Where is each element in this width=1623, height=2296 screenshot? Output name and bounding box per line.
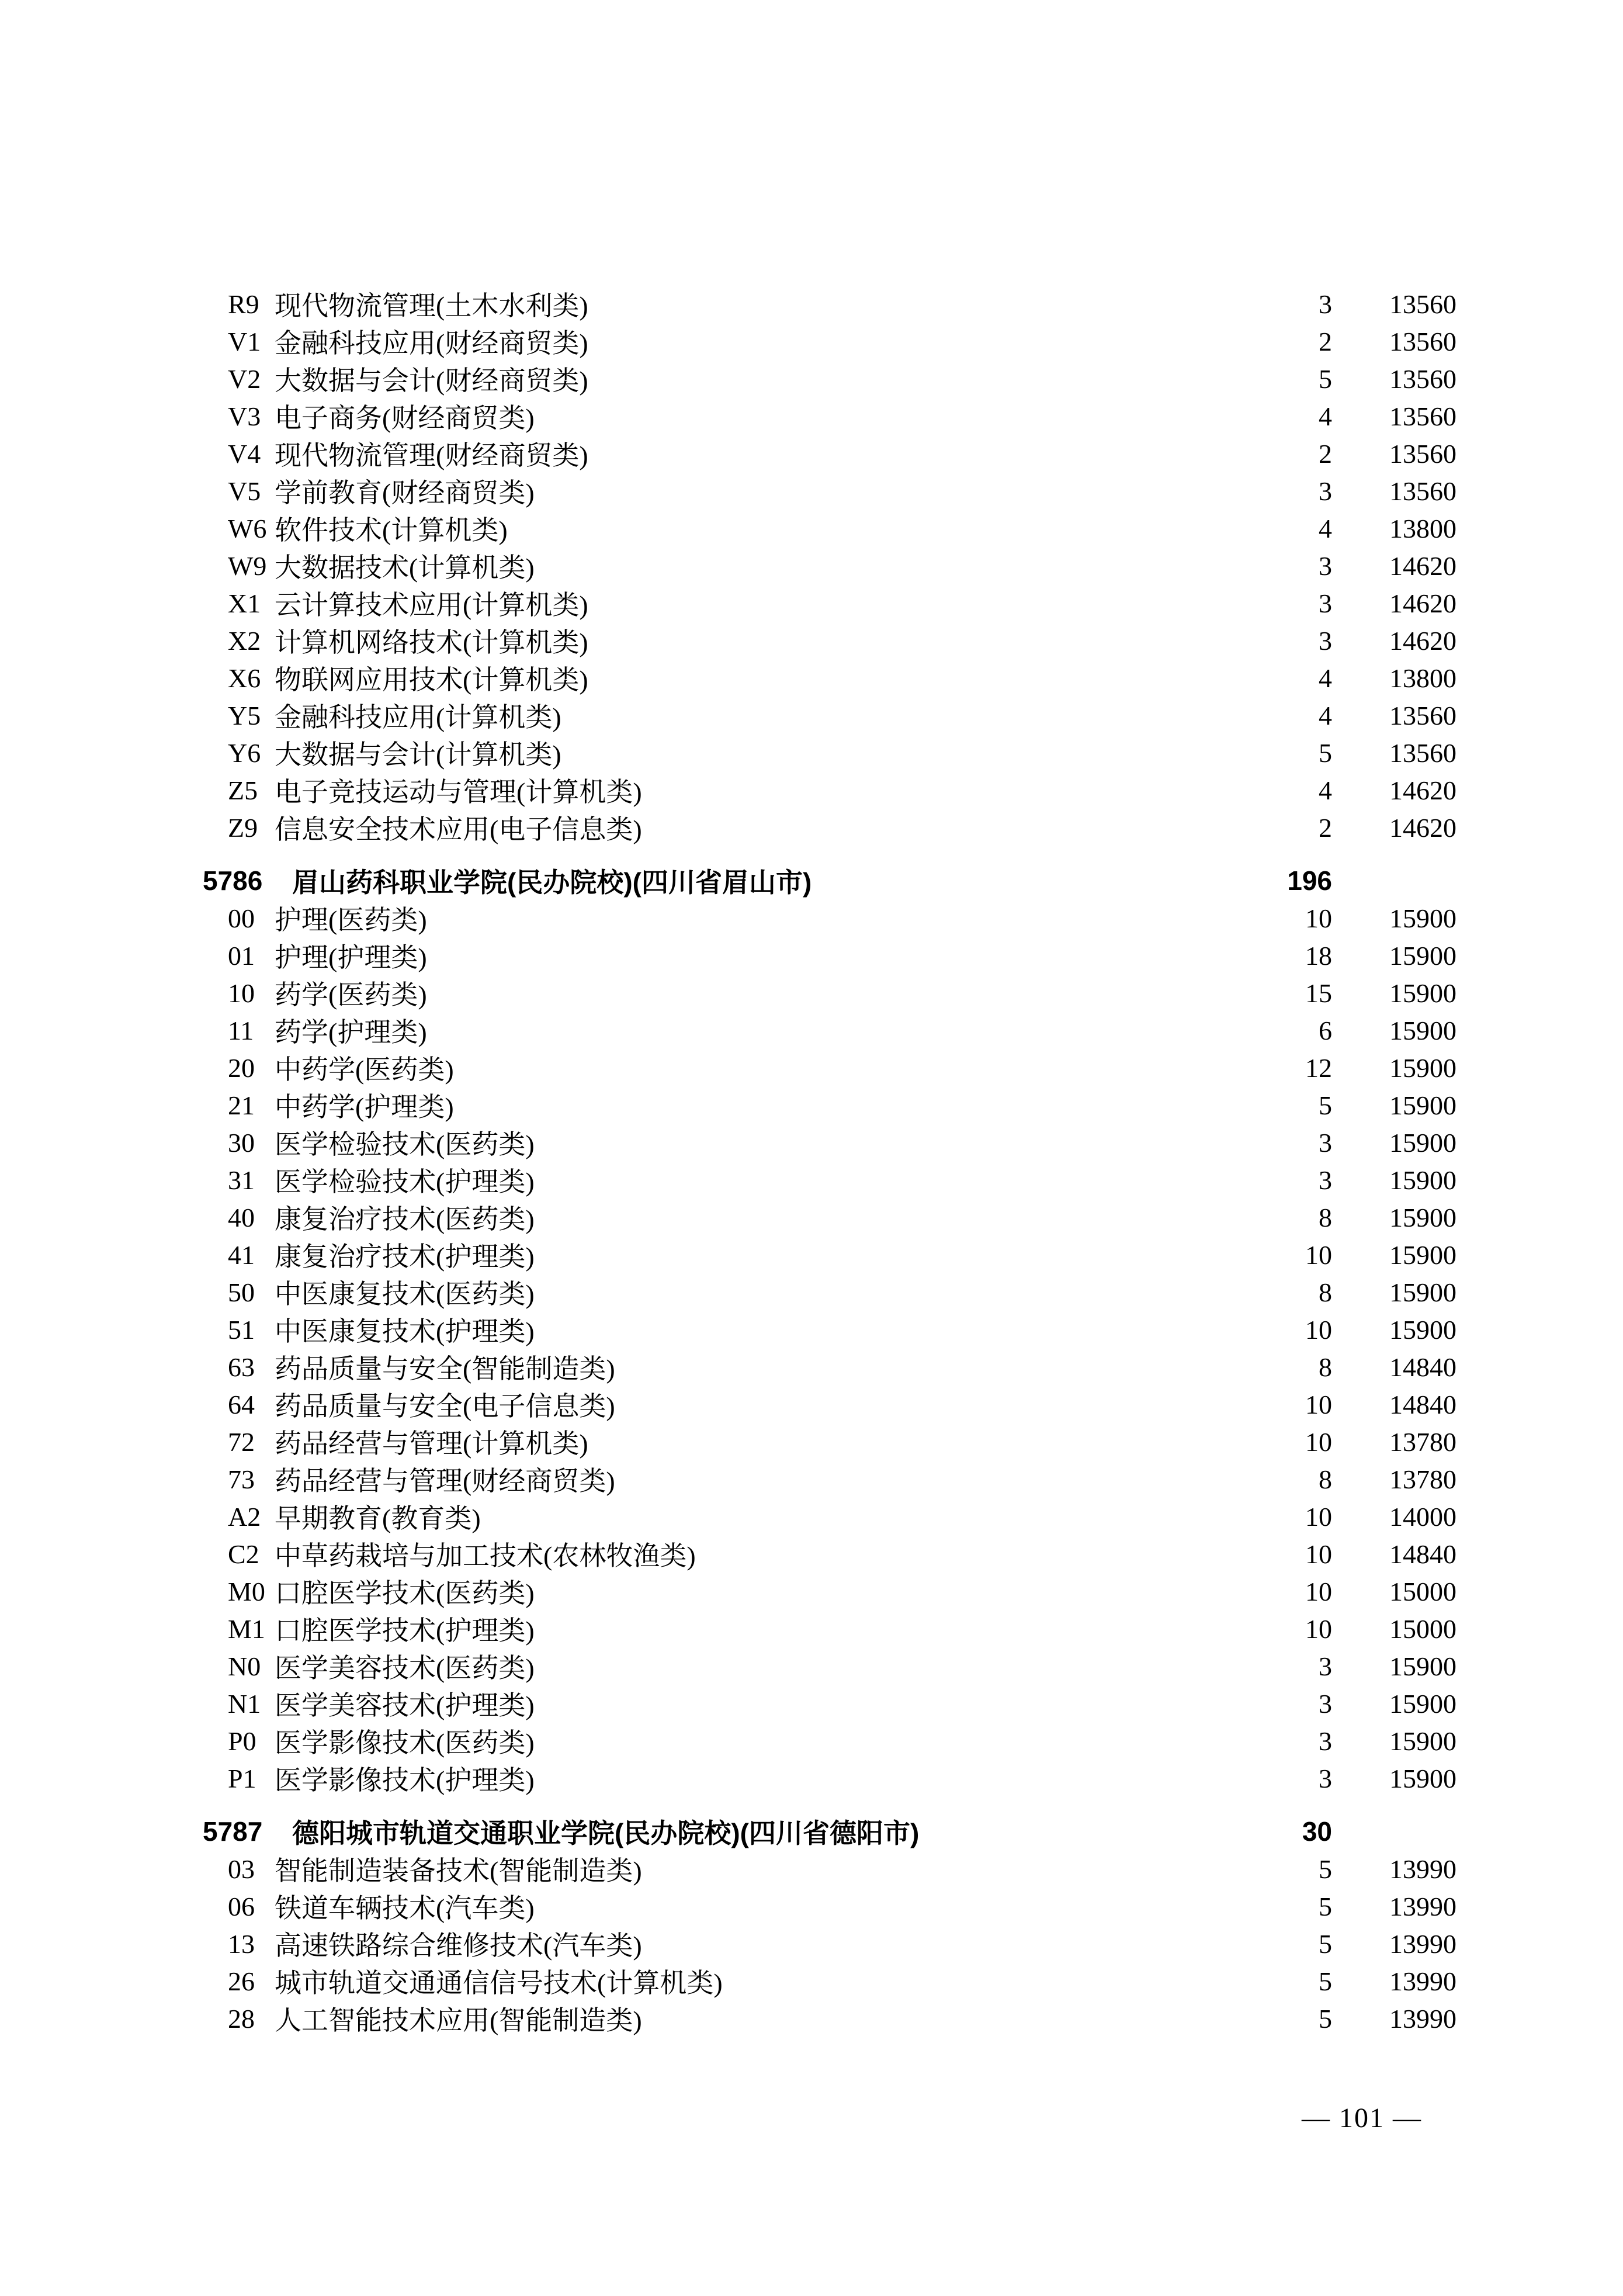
major-code: 11 bbox=[228, 1015, 254, 1045]
tuition-fee: 15900 bbox=[1389, 1052, 1456, 1083]
major-row bbox=[0, 1460, 1623, 1498]
tuition-fee: 15900 bbox=[1389, 1314, 1456, 1345]
major-code: V2 bbox=[228, 363, 261, 394]
major-row bbox=[0, 1161, 1623, 1199]
major-name: 智能制造装备技术(智能制造类) bbox=[275, 1856, 642, 1886]
plan-count: 3 bbox=[1319, 1726, 1332, 1756]
tuition-fee: 15000 bbox=[1389, 1576, 1456, 1606]
tuition-fee: 14840 bbox=[1389, 1352, 1456, 1382]
major-code: Y5 bbox=[228, 700, 261, 730]
major-row bbox=[0, 899, 1623, 937]
tuition-fee: 13990 bbox=[1389, 1966, 1456, 1996]
major-row bbox=[0, 547, 1623, 584]
major-row bbox=[0, 1273, 1623, 1311]
plan-count: 5 bbox=[1319, 1090, 1332, 1120]
plan-count: 2 bbox=[1319, 812, 1332, 843]
major-name: 金融科技应用(财经商贸类) bbox=[275, 328, 588, 358]
major-name: 口腔医学技术(护理类) bbox=[275, 1616, 535, 1646]
tuition-fee: 13990 bbox=[1389, 2003, 1456, 2034]
major-row bbox=[0, 1348, 1623, 1386]
major-code: V3 bbox=[228, 401, 261, 431]
plan-count: 10 bbox=[1305, 1613, 1332, 1644]
major-row bbox=[0, 1962, 1623, 2000]
tuition-fee: 14620 bbox=[1389, 775, 1456, 805]
plan-count: 10 bbox=[1305, 1576, 1332, 1606]
major-row bbox=[0, 1049, 1623, 1086]
major-code: 40 bbox=[228, 1202, 255, 1232]
major-name: 药学(护理类) bbox=[275, 1017, 427, 1047]
tuition-fee: 15900 bbox=[1389, 1688, 1456, 1719]
major-row bbox=[0, 937, 1623, 974]
plan-count: 8 bbox=[1319, 1352, 1332, 1382]
major-code: X2 bbox=[228, 625, 261, 656]
major-code: 73 bbox=[228, 1464, 255, 1494]
major-name: 大数据与会计(计算机类) bbox=[275, 740, 561, 770]
major-row bbox=[0, 510, 1623, 547]
major-name: 医学影像技术(护理类) bbox=[275, 1765, 535, 1795]
major-name: 计算机网络技术(计算机类) bbox=[275, 628, 588, 657]
plan-count: 4 bbox=[1319, 401, 1332, 431]
plan-count: 3 bbox=[1319, 1688, 1332, 1719]
major-row bbox=[0, 697, 1623, 734]
plan-count: 5 bbox=[1319, 1928, 1332, 1959]
major-name: 医学影像技术(医药类) bbox=[275, 1728, 535, 1758]
tuition-fee: 13560 bbox=[1389, 476, 1456, 506]
major-code: 00 bbox=[228, 903, 255, 933]
major-name: 医学美容技术(护理类) bbox=[275, 1691, 535, 1720]
major-name: 中药学(护理类) bbox=[275, 1092, 454, 1122]
college-code: 5787 bbox=[203, 1816, 263, 1847]
plan-count: 18 bbox=[1305, 940, 1332, 971]
page-number: — 101 — bbox=[1302, 2103, 1422, 2134]
major-name: 药品经营与管理(计算机类) bbox=[275, 1429, 588, 1459]
plan-count: 12 bbox=[1305, 1052, 1332, 1083]
plan-count: 5 bbox=[1319, 1854, 1332, 1884]
major-name: 电子商务(财经商贸类) bbox=[275, 403, 535, 433]
plan-count: 5 bbox=[1319, 363, 1332, 394]
tuition-fee: 15900 bbox=[1389, 1090, 1456, 1120]
major-code: P0 bbox=[228, 1726, 256, 1756]
major-name: 中医康复技术(护理类) bbox=[275, 1317, 535, 1346]
major-name: 金融科技应用(计算机类) bbox=[275, 702, 561, 732]
major-code: A2 bbox=[228, 1501, 261, 1532]
major-code: N1 bbox=[228, 1688, 261, 1719]
college-code: 5786 bbox=[203, 865, 263, 896]
tuition-fee: 14620 bbox=[1389, 588, 1456, 618]
tuition-fee: 13990 bbox=[1389, 1928, 1456, 1959]
plan-count: 10 bbox=[1305, 1239, 1332, 1270]
tuition-fee: 15900 bbox=[1389, 1763, 1456, 1793]
major-code: M0 bbox=[228, 1576, 265, 1606]
major-name: 医学检验技术(医药类) bbox=[275, 1130, 535, 1159]
plan-count: 15 bbox=[1305, 978, 1332, 1008]
tuition-fee: 13560 bbox=[1389, 700, 1456, 730]
major-name: 软件技术(计算机类) bbox=[275, 515, 508, 545]
major-row bbox=[0, 1236, 1623, 1273]
college-total-plan: 196 bbox=[1287, 865, 1332, 896]
tuition-fee: 15900 bbox=[1389, 1202, 1456, 1232]
major-code: 31 bbox=[228, 1165, 255, 1195]
plan-count: 3 bbox=[1319, 550, 1332, 581]
plan-count: 3 bbox=[1319, 1127, 1332, 1158]
major-row bbox=[0, 1888, 1623, 1925]
major-name: 高速铁路综合维修技术(汽车类) bbox=[275, 1931, 642, 1961]
major-name: 物联网应用技术(计算机类) bbox=[275, 665, 588, 695]
tuition-fee: 14000 bbox=[1389, 1501, 1456, 1532]
major-code: V5 bbox=[228, 476, 261, 506]
major-row bbox=[0, 1124, 1623, 1161]
major-code: X1 bbox=[228, 588, 261, 618]
major-code: N0 bbox=[228, 1651, 261, 1681]
major-name: 药品经营与管理(财经商贸类) bbox=[275, 1466, 615, 1496]
major-code: 50 bbox=[228, 1277, 255, 1307]
tuition-fee: 13560 bbox=[1389, 363, 1456, 394]
major-row bbox=[0, 1647, 1623, 1685]
major-row bbox=[0, 584, 1623, 622]
college-header-row bbox=[0, 862, 1623, 899]
plan-count: 6 bbox=[1319, 1015, 1332, 1045]
major-code: 13 bbox=[228, 1928, 255, 1959]
tuition-fee: 13560 bbox=[1389, 438, 1456, 469]
major-code: 01 bbox=[228, 940, 255, 971]
plan-count: 8 bbox=[1319, 1277, 1332, 1307]
major-name: 口腔医学技术(医药类) bbox=[275, 1578, 535, 1608]
college-total-plan: 30 bbox=[1302, 1816, 1332, 1847]
major-name: 云计算技术应用(计算机类) bbox=[275, 590, 588, 620]
major-code: 63 bbox=[228, 1352, 255, 1382]
plan-count: 3 bbox=[1319, 476, 1332, 506]
major-code: 03 bbox=[228, 1854, 255, 1884]
major-code: X6 bbox=[228, 663, 261, 693]
tuition-fee: 15900 bbox=[1389, 978, 1456, 1008]
major-row bbox=[0, 1386, 1623, 1423]
major-row bbox=[0, 1610, 1623, 1647]
major-row bbox=[0, 397, 1623, 435]
tuition-fee: 15900 bbox=[1389, 1651, 1456, 1681]
major-row bbox=[0, 1498, 1623, 1535]
major-name: 药品质量与安全(电子信息类) bbox=[275, 1391, 615, 1421]
major-row bbox=[0, 974, 1623, 1012]
major-name: 护理(护理类) bbox=[275, 943, 427, 972]
tuition-fee: 15900 bbox=[1389, 1277, 1456, 1307]
major-row bbox=[0, 1850, 1623, 1888]
major-code: Z9 bbox=[228, 812, 258, 843]
plan-count: 3 bbox=[1319, 1165, 1332, 1195]
tuition-fee: 15900 bbox=[1389, 1127, 1456, 1158]
major-code: Z5 bbox=[228, 775, 258, 805]
plan-count: 10 bbox=[1305, 1389, 1332, 1419]
tuition-fee: 14620 bbox=[1389, 812, 1456, 843]
plan-count: 2 bbox=[1319, 438, 1332, 469]
major-name: 护理(医药类) bbox=[275, 905, 427, 935]
major-code: 26 bbox=[228, 1966, 255, 1996]
major-name: 大数据技术(计算机类) bbox=[275, 553, 535, 583]
major-row bbox=[0, 435, 1623, 472]
tuition-fee: 14840 bbox=[1389, 1389, 1456, 1419]
major-name: 医学检验技术(护理类) bbox=[275, 1167, 535, 1197]
major-row bbox=[0, 1722, 1623, 1760]
plan-count: 8 bbox=[1319, 1464, 1332, 1494]
plan-count: 4 bbox=[1319, 775, 1332, 805]
major-code: C2 bbox=[228, 1539, 259, 1569]
section-gap bbox=[0, 846, 1623, 862]
tuition-fee: 13560 bbox=[1389, 737, 1456, 768]
section-gap bbox=[0, 1797, 1623, 1813]
plan-count: 4 bbox=[1319, 663, 1332, 693]
major-code: P1 bbox=[228, 1763, 256, 1793]
tuition-fee: 13560 bbox=[1389, 401, 1456, 431]
tuition-fee: 15900 bbox=[1389, 1015, 1456, 1045]
tuition-fee: 14620 bbox=[1389, 550, 1456, 581]
tuition-fee: 13560 bbox=[1389, 326, 1456, 356]
major-code: 51 bbox=[228, 1314, 255, 1345]
plan-count: 3 bbox=[1319, 1763, 1332, 1793]
major-code: 21 bbox=[228, 1090, 255, 1120]
major-row bbox=[0, 1760, 1623, 1797]
tuition-fee: 15900 bbox=[1389, 1239, 1456, 1270]
major-row bbox=[0, 771, 1623, 809]
tuition-fee: 15900 bbox=[1389, 1165, 1456, 1195]
major-code: 28 bbox=[228, 2003, 255, 2034]
major-name: 药学(医药类) bbox=[275, 980, 427, 1010]
major-code: 30 bbox=[228, 1127, 255, 1158]
major-name: 人工智能技术应用(智能制造类) bbox=[275, 2006, 642, 2035]
major-row bbox=[0, 1311, 1623, 1348]
major-row bbox=[0, 1925, 1623, 1962]
major-row bbox=[0, 1423, 1623, 1460]
plan-count: 10 bbox=[1305, 1314, 1332, 1345]
tuition-fee: 14840 bbox=[1389, 1539, 1456, 1569]
college-name: 眉山药科职业学院(民办院校)(四川省眉山市) bbox=[292, 867, 812, 898]
plan-count: 10 bbox=[1305, 1539, 1332, 1569]
major-name: 大数据与会计(财经商贸类) bbox=[275, 366, 588, 396]
major-row bbox=[0, 2000, 1623, 2037]
tuition-fee: 13780 bbox=[1389, 1426, 1456, 1457]
major-code: W6 bbox=[228, 513, 267, 543]
major-row bbox=[0, 323, 1623, 360]
plan-count: 8 bbox=[1319, 1202, 1332, 1232]
plan-count: 3 bbox=[1319, 289, 1332, 319]
major-name: 早期教育(教育类) bbox=[275, 1504, 481, 1533]
tuition-fee: 14620 bbox=[1389, 625, 1456, 656]
plan-count: 3 bbox=[1319, 625, 1332, 656]
major-row bbox=[0, 1086, 1623, 1124]
plan-count: 5 bbox=[1319, 2003, 1332, 2034]
tuition-fee: 13780 bbox=[1389, 1464, 1456, 1494]
plan-count: 10 bbox=[1305, 1426, 1332, 1457]
plan-count: 3 bbox=[1319, 588, 1332, 618]
major-code: Y6 bbox=[228, 737, 261, 768]
college-header-row bbox=[0, 1813, 1623, 1850]
major-name: 城市轨道交通通信信号技术(计算机类) bbox=[275, 1968, 723, 1998]
major-row bbox=[0, 809, 1623, 846]
major-code: W9 bbox=[228, 550, 267, 581]
major-row bbox=[0, 472, 1623, 510]
admission-plan-table bbox=[0, 285, 1623, 2037]
major-name: 学前教育(财经商贸类) bbox=[275, 478, 535, 508]
major-name: 现代物流管理(土木水利类) bbox=[275, 291, 588, 321]
major-code: R9 bbox=[228, 289, 259, 319]
major-code: V4 bbox=[228, 438, 261, 469]
college-name: 德阳城市轨道交通职业学院(民办院校)(四川省德阳市) bbox=[292, 1818, 920, 1848]
major-row bbox=[0, 285, 1623, 323]
major-name: 中草药栽培与加工技术(农林牧渔类) bbox=[275, 1541, 696, 1571]
tuition-fee: 15900 bbox=[1389, 1726, 1456, 1756]
major-name: 康复治疗技术(护理类) bbox=[275, 1242, 535, 1272]
major-name: 康复治疗技术(医药类) bbox=[275, 1204, 535, 1234]
major-name: 铁道车辆技术(汽车类) bbox=[275, 1893, 535, 1923]
major-code: M1 bbox=[228, 1613, 265, 1644]
major-name: 中药学(医药类) bbox=[275, 1055, 454, 1085]
plan-count: 5 bbox=[1319, 1891, 1332, 1921]
tuition-fee: 13800 bbox=[1389, 513, 1456, 543]
major-row bbox=[0, 1573, 1623, 1610]
plan-count: 10 bbox=[1305, 903, 1332, 933]
major-row bbox=[0, 622, 1623, 659]
plan-count: 2 bbox=[1319, 326, 1332, 356]
major-name: 电子竞技运动与管理(计算机类) bbox=[275, 777, 642, 807]
major-name: 现代物流管理(财经商贸类) bbox=[275, 441, 588, 470]
major-code: 10 bbox=[228, 978, 255, 1008]
major-row bbox=[0, 1199, 1623, 1236]
major-row bbox=[0, 360, 1623, 397]
plan-count: 5 bbox=[1319, 1966, 1332, 1996]
major-row bbox=[0, 734, 1623, 771]
plan-count: 4 bbox=[1319, 700, 1332, 730]
tuition-fee: 15900 bbox=[1389, 940, 1456, 971]
major-code: 06 bbox=[228, 1891, 255, 1921]
major-code: V1 bbox=[228, 326, 261, 356]
plan-count: 3 bbox=[1319, 1651, 1332, 1681]
major-row bbox=[0, 1535, 1623, 1573]
major-code: 72 bbox=[228, 1426, 255, 1457]
major-row bbox=[0, 659, 1623, 697]
tuition-fee: 15900 bbox=[1389, 903, 1456, 933]
major-code: 20 bbox=[228, 1052, 255, 1083]
major-code: 41 bbox=[228, 1239, 255, 1270]
plan-count: 5 bbox=[1319, 737, 1332, 768]
plan-count: 4 bbox=[1319, 513, 1332, 543]
major-row bbox=[0, 1012, 1623, 1049]
plan-count: 10 bbox=[1305, 1501, 1332, 1532]
major-row bbox=[0, 1685, 1623, 1722]
major-code: 64 bbox=[228, 1389, 255, 1419]
major-name: 医学美容技术(医药类) bbox=[275, 1653, 535, 1683]
major-name: 药品质量与安全(智能制造类) bbox=[275, 1354, 615, 1384]
tuition-fee: 13560 bbox=[1389, 289, 1456, 319]
tuition-fee: 15000 bbox=[1389, 1613, 1456, 1644]
tuition-fee: 13990 bbox=[1389, 1891, 1456, 1921]
major-name: 信息安全技术应用(电子信息类) bbox=[275, 815, 642, 844]
tuition-fee: 13800 bbox=[1389, 663, 1456, 693]
major-name: 中医康复技术(医药类) bbox=[275, 1279, 535, 1309]
tuition-fee: 13990 bbox=[1389, 1854, 1456, 1884]
